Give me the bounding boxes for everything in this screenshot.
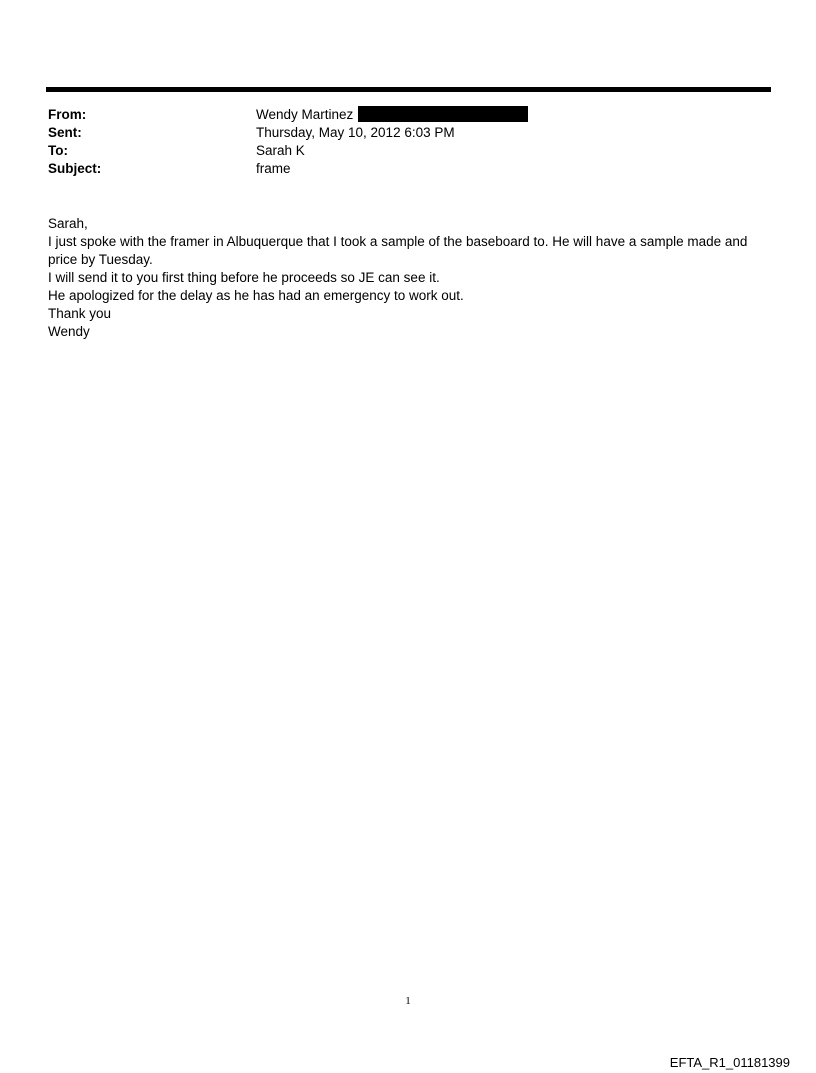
subject-label: Subject: xyxy=(48,161,102,176)
email-body xyxy=(48,215,763,341)
body-paragraph: I just spoke with the framer in Albuquerque that I took a sample of the baseboard to. He will have a sample made and price by Tuesday. xyxy=(48,234,748,267)
from-row xyxy=(48,106,748,124)
closing-line: Thank you xyxy=(48,306,112,321)
sent-value: Thursday, May 10, 2012 6:03 PM xyxy=(256,125,455,140)
subject-value: frame xyxy=(256,161,291,176)
document-id: EFTA_R1_01181399 xyxy=(669,1055,790,1070)
to-row xyxy=(48,142,748,160)
subject-row xyxy=(48,160,748,178)
to-label: To: xyxy=(48,143,68,158)
body-paragraph: I will send it to you first thing before he proceeds so JE can see it. xyxy=(48,270,440,285)
sender-name: Wendy Martinez xyxy=(256,107,354,122)
signature-line: Wendy xyxy=(48,324,90,339)
sent-row xyxy=(48,124,748,142)
from-label: From: xyxy=(48,107,87,122)
body-paragraph: He apologized for the delay as he has had an emergency to work out. xyxy=(48,288,464,303)
redaction-block xyxy=(358,106,528,122)
sent-label: Sent: xyxy=(48,125,82,140)
page-number: 1 xyxy=(405,995,411,1007)
from-value xyxy=(256,106,528,124)
email-header xyxy=(48,106,748,178)
greeting-line: Sarah, xyxy=(48,216,88,231)
header-rule xyxy=(46,87,771,92)
to-value: Sarah K xyxy=(256,143,305,158)
